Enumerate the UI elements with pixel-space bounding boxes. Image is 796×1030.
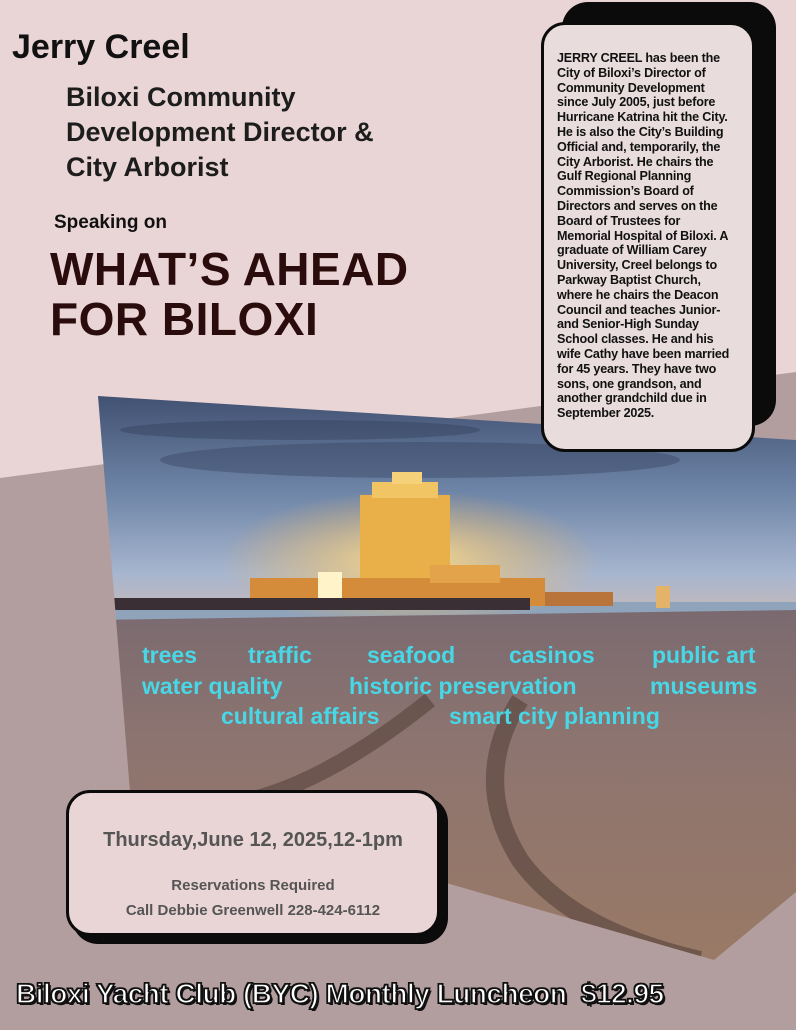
footer-banner	[16, 978, 664, 1010]
bio-line: School classes. He and his	[557, 332, 714, 347]
bio-line: and Senior-High Sunday	[557, 317, 699, 332]
topic-item: museums	[650, 673, 758, 699]
reservations-note: Reservations Required	[171, 877, 335, 894]
bio-line: City of Biloxi’s Director of	[557, 65, 706, 80]
topic-item: seafood	[367, 642, 456, 668]
bio-line: University, Creel belongs to	[557, 258, 718, 273]
role-line: Development Director &	[66, 117, 374, 147]
speaking-on-label: Speaking on	[54, 212, 167, 233]
bio-line: where he chairs the Deacon	[557, 287, 719, 302]
bio-line: Official and, temporarily, the	[557, 139, 721, 154]
topic-item: cultural affairs	[221, 703, 380, 729]
bio-line: September 2025.	[557, 406, 655, 421]
topic-item: smart city planning	[449, 703, 660, 729]
venue-label: Biloxi Yacht Club (BYC) Monthly Luncheon	[16, 978, 567, 1009]
bio-line: since July 2005, just before	[557, 95, 716, 110]
title-line: WHAT’S AHEAD	[50, 243, 409, 295]
topic-item: trees	[142, 642, 197, 668]
contact-line: Call Debbie Greenwell 228-424-6112	[125, 902, 381, 919]
bio-line: another grandchild due in	[557, 391, 707, 406]
role-line: Biloxi Community	[66, 82, 296, 112]
bio-line: Community Development	[557, 80, 705, 95]
bio-line: wife Cathy have been married	[557, 346, 730, 361]
bio-line: City Arborist. He chairs the	[557, 154, 714, 169]
title-line: FOR BILOXI	[50, 293, 319, 345]
topic-item: water quality	[142, 673, 283, 699]
speaker-role	[66, 80, 446, 185]
event-box	[66, 790, 440, 936]
bio-line: Directors and serves on the	[557, 198, 718, 213]
bio-line: Board of Trustees for	[557, 213, 681, 228]
bio-line: sons, one grandson, and	[557, 376, 702, 391]
bio-line: for 45 years. They have two	[557, 361, 717, 376]
topic-item: public art	[652, 642, 756, 668]
bio-line: Gulf Regional Planning	[557, 169, 692, 184]
bio-card	[541, 22, 755, 452]
bio-line: JERRY CREEL has been the	[557, 51, 720, 65]
topic-item: historic preservation	[349, 673, 577, 699]
bio-line: Council and teaches Junior-	[557, 302, 721, 317]
talk-title	[50, 244, 520, 344]
bio-line: Parkway Baptist Church,	[557, 272, 701, 287]
topic-item: casinos	[509, 642, 595, 668]
role-line: City Arborist	[66, 152, 229, 182]
bio-line: Memorial Hospital of Biloxi. A	[557, 228, 729, 243]
bio-line: graduate of William Carey	[557, 243, 707, 258]
price-label: $12.95	[580, 978, 664, 1009]
bio-line: Commission’s Board of	[557, 184, 694, 199]
bio-line: Hurricane Katrina hit the City.	[557, 110, 728, 125]
topic-item: traffic	[248, 642, 312, 668]
event-datetime: Thursday,June 12, 2025,12-1pm	[103, 829, 403, 851]
speaker-name: Jerry Creel	[12, 28, 190, 66]
bio-line: He is also the City’s Building	[557, 124, 724, 139]
